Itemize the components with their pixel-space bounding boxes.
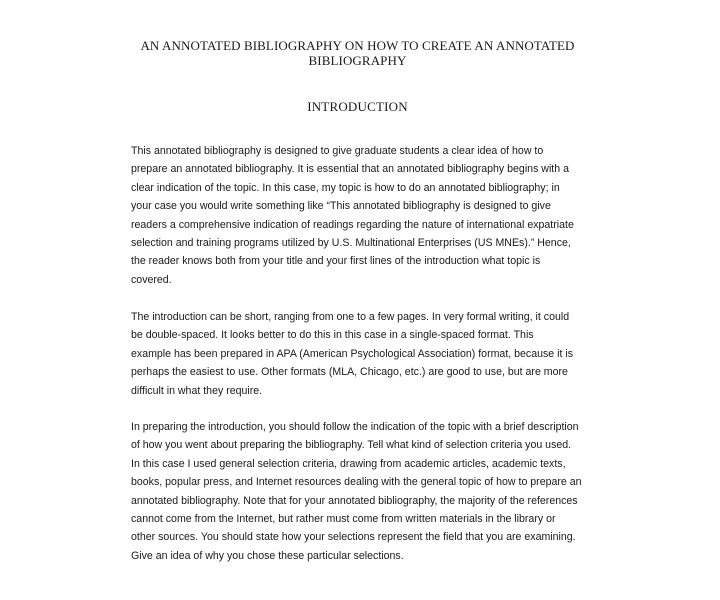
text-line: Give an idea of why you chose these particular selections. <box>131 549 404 562</box>
text-line: In this case I used general selection criteria, drawing from academic articles, academic texts, <box>131 457 566 470</box>
text-line: annotated bibliography. Note that for your annotated bibliography, the majority of the references <box>131 494 578 507</box>
document-title <box>100 38 615 68</box>
text-line: selection and training programs utilized by U.S. Multinational Enterprises (US MNEs).” Hence, <box>131 237 571 250</box>
text-line: clear indication of the topic. In this case, my topic is how to do an annotated bibliography; in <box>131 181 560 194</box>
text-line: prepare an annotated bibliography. It is essential that an annotated bibliography begins with a <box>131 163 569 176</box>
text-line: The introduction can be short, ranging from one to a few pages. In very formal writing, it could <box>131 311 570 323</box>
text-line: perhaps the easiest to use. Other formats (MLA, Chicago, etc.) are good to use, but are more <box>131 366 568 379</box>
text-line: difficult in what they require. <box>131 384 263 397</box>
text-line: readers a comprehensive indication of readings regarding the nature of international expatriate <box>131 218 574 231</box>
paragraph-intro-format <box>131 308 601 400</box>
title-line: BIBLIOGRAPHY <box>308 53 407 68</box>
text-line: This annotated bibliography is designed to give graduate students a clear idea of how to <box>131 145 544 157</box>
text-line: other sources. You should state how your selections represent the field that you are examining. <box>131 531 576 544</box>
text-line: books, popular press, and Internet resources dealing with the general topic of how to prepare an <box>131 476 582 489</box>
paragraph-intro-purpose <box>131 142 601 289</box>
section-heading: INTRODUCTION <box>307 99 408 114</box>
text-line: the reader knows both from your title and your first lines of the introduction what topic is <box>131 255 541 268</box>
paragraph-intro-selection <box>131 418 601 565</box>
text-line: of how you went about preparing the bibliography. Tell what kind of selection criteria you used. <box>131 439 572 452</box>
text-line: covered. <box>131 273 172 286</box>
text-line: your case you would write something like “This annotated bibliography is designed to give <box>131 200 551 213</box>
text-line: In preparing the introduction, you should follow the indication of the topic with a brief description <box>131 421 579 433</box>
text-line: example has been prepared in APA (American Psychological Association) format, because it is <box>131 347 574 360</box>
text-line: be double-spaced. It looks better to do this in this case in a single-spaced format. This <box>131 329 534 342</box>
text-line: cannot come from the Internet, but rather must come from written materials in the library or <box>131 513 556 526</box>
title-line: AN ANNOTATED BIBLIOGRAPHY ON HOW TO CREATE AN ANNOTATED <box>140 38 575 53</box>
